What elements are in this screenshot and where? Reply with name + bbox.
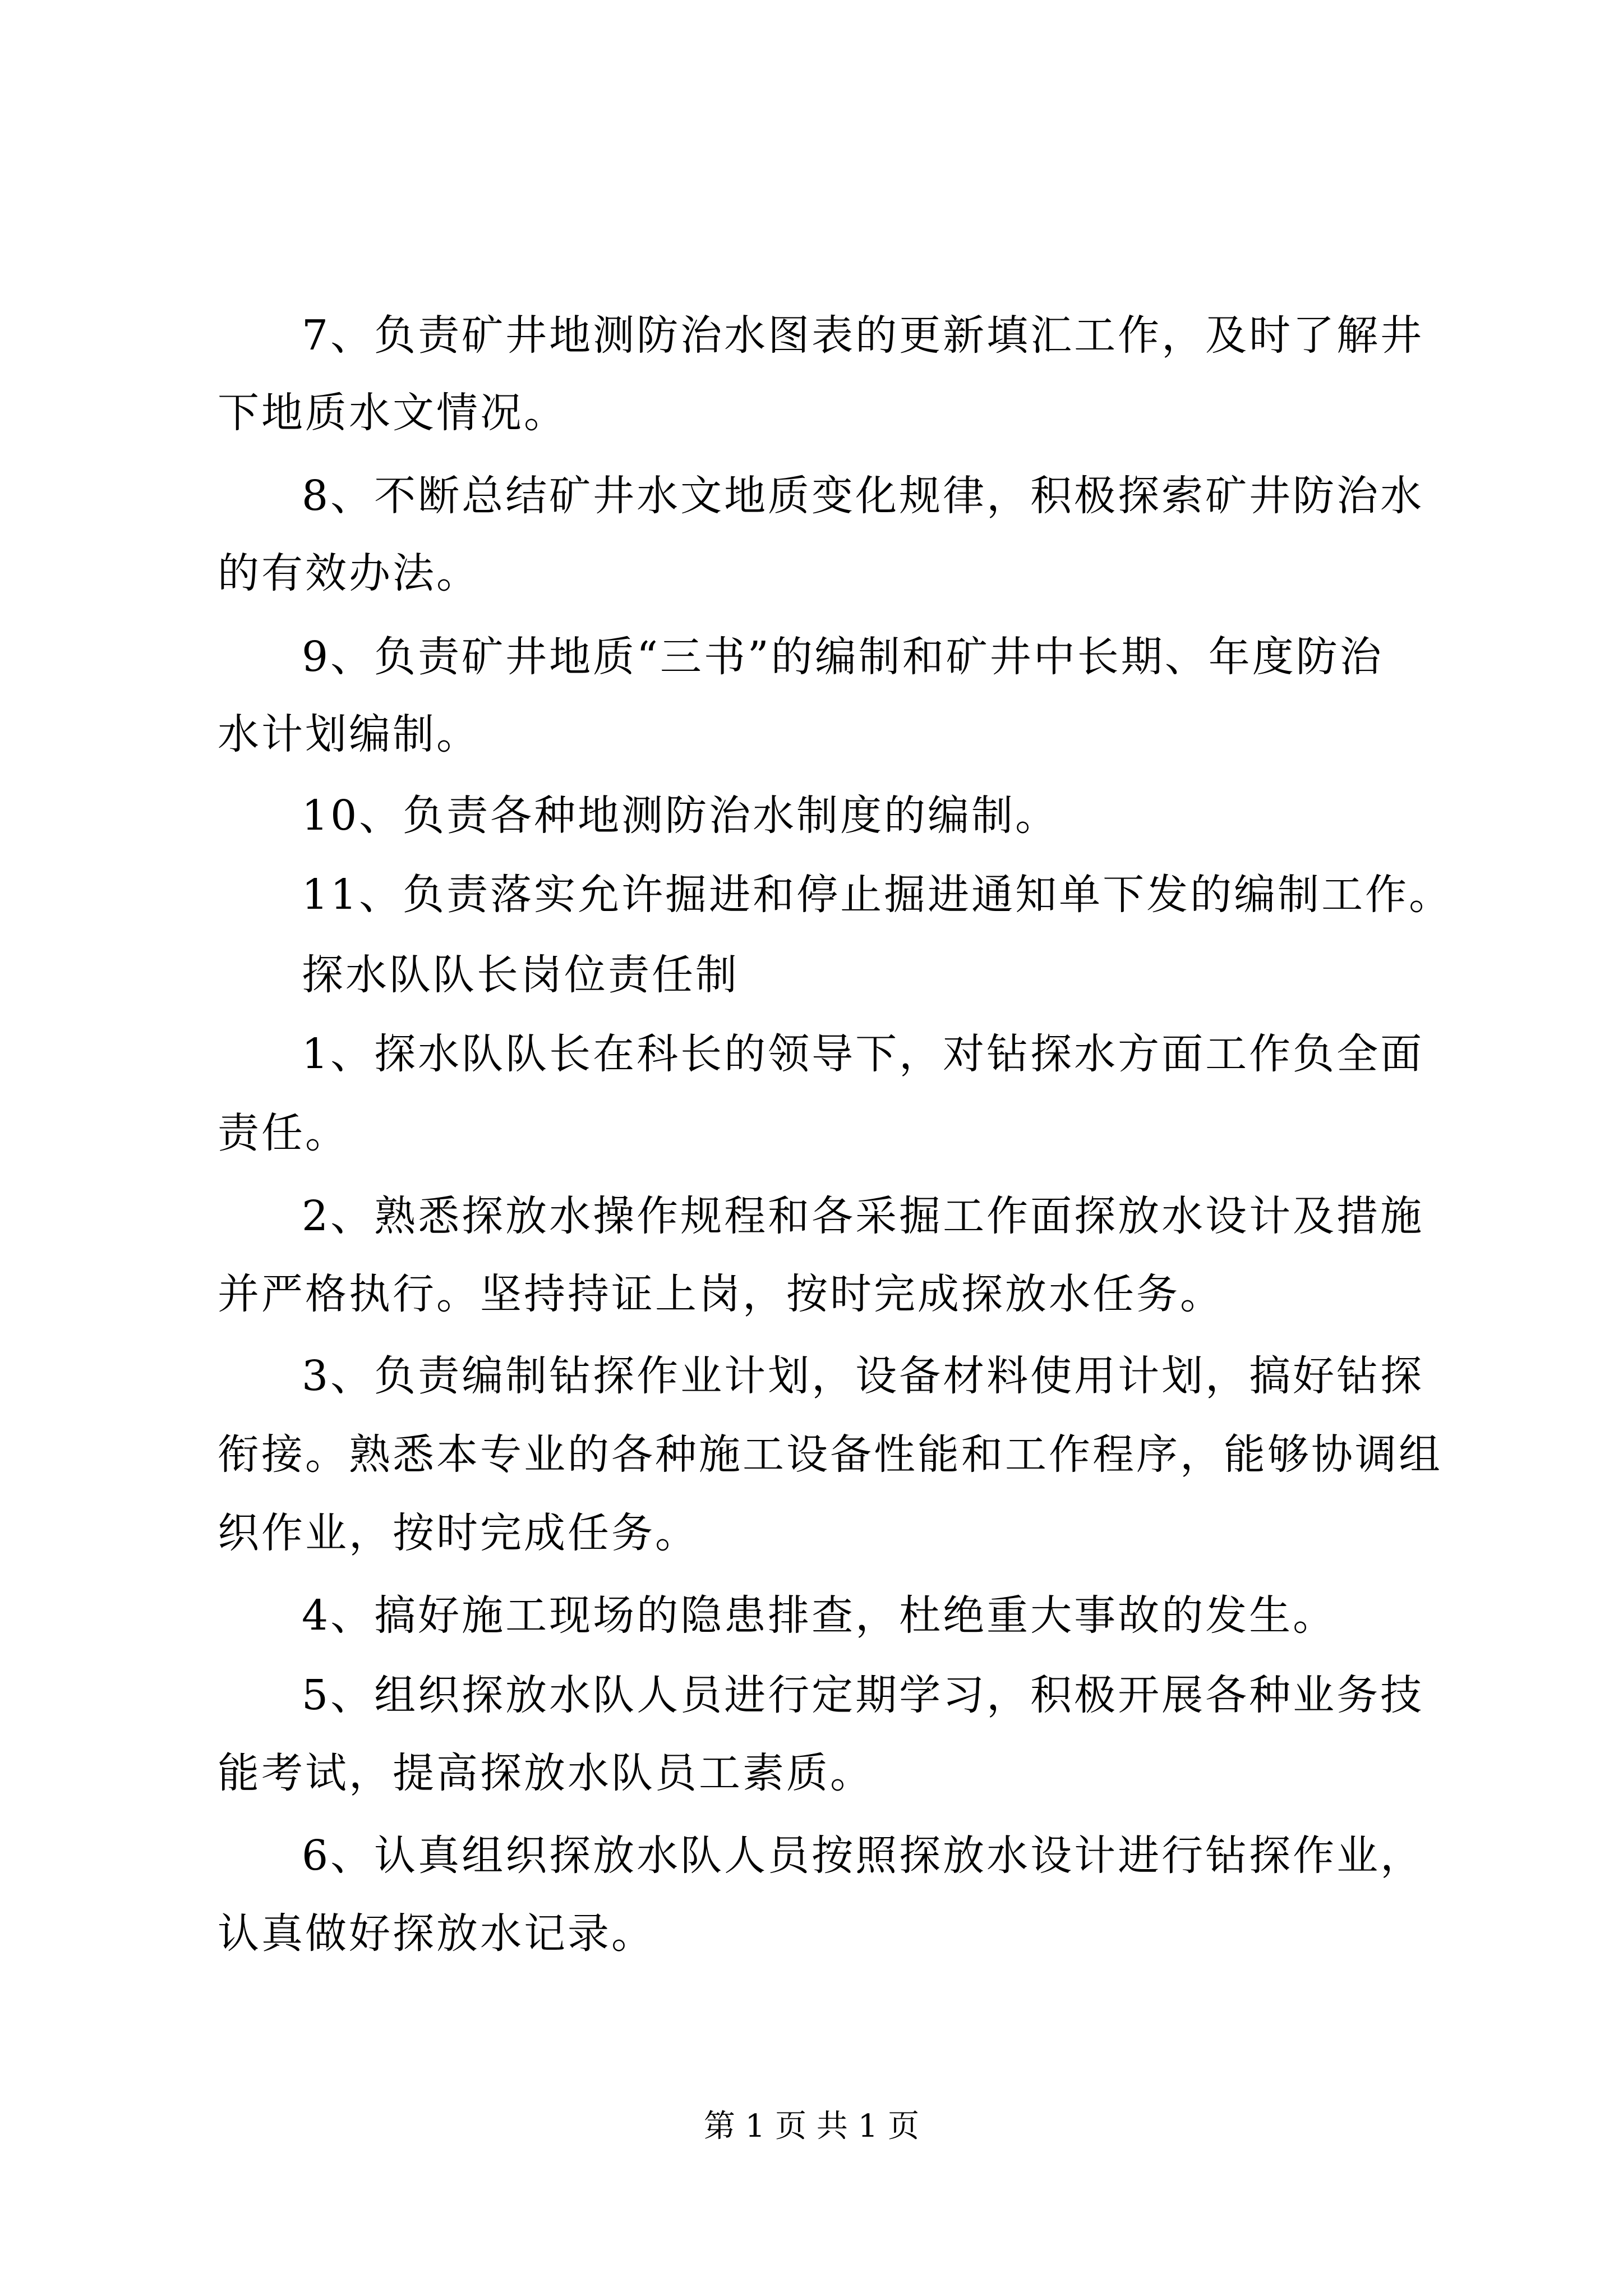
paragraph-line: 4、搞好施工现场的隐患排查，杜绝重大事故的发生。 <box>302 1591 1337 1640</box>
page-number-footer: 第 1 页 共 1 页 <box>703 2108 920 2145</box>
paragraph-line: 9、负责矿井地质“三书”的编制和矿井中长期、年度防治 <box>302 633 1384 681</box>
paragraph-line: 10、负责各种地测防治水制度的编制。 <box>302 792 1059 840</box>
paragraph-line: 7、负责矿井地测防治水图表的更新填汇工作，及时了解井 <box>302 311 1424 360</box>
paragraph-line: 6、认真组织探放水队人员按照探放水设计进行钻探作业， <box>302 1832 1424 1880</box>
paragraph-line: 责任。 <box>218 1109 349 1157</box>
paragraph-line: 并严格执行。坚持持证上岗，按时完成探放水任务。 <box>218 1270 1224 1318</box>
paragraph-line: 的有效办法。 <box>218 549 480 597</box>
paragraph-line: 8、不断总结矿井水文地质变化规律，积极探索矿井防治水 <box>302 472 1424 520</box>
paragraph-line: 下地质水文情况。 <box>218 389 568 437</box>
section-heading: 探水队队长岗位责任制 <box>302 951 739 999</box>
paragraph-line: 织作业，按时完成任务。 <box>218 1509 699 1557</box>
paragraph-line: 11、负责落实允许掘进和停止掘进通知单下发的编制工作。 <box>302 871 1453 919</box>
paragraph-line: 3、负责编制钻探作业计划，设备材料使用计划，搞好钻探 <box>302 1352 1424 1400</box>
paragraph-line: 2、熟悉探放水操作规程和各采掘工作面探放水设计及措施 <box>302 1192 1424 1240</box>
paragraph-line: 1、探水队队长在科长的领导下，对钻探水方面工作负全面 <box>302 1030 1424 1078</box>
paragraph-line: 衔接。熟悉本专业的各种施工设备性能和工作程序，能够协调组 <box>218 1430 1442 1479</box>
paragraph-line: 5、组织探放水队人员进行定期学习，积极开展各种业务技 <box>302 1671 1424 1719</box>
paragraph-line: 能考试，提高探放水队员工素质。 <box>218 1749 874 1797</box>
paragraph-line: 认真做好探放水记录。 <box>218 1910 655 1958</box>
paragraph-line: 水计划编制。 <box>218 710 480 758</box>
